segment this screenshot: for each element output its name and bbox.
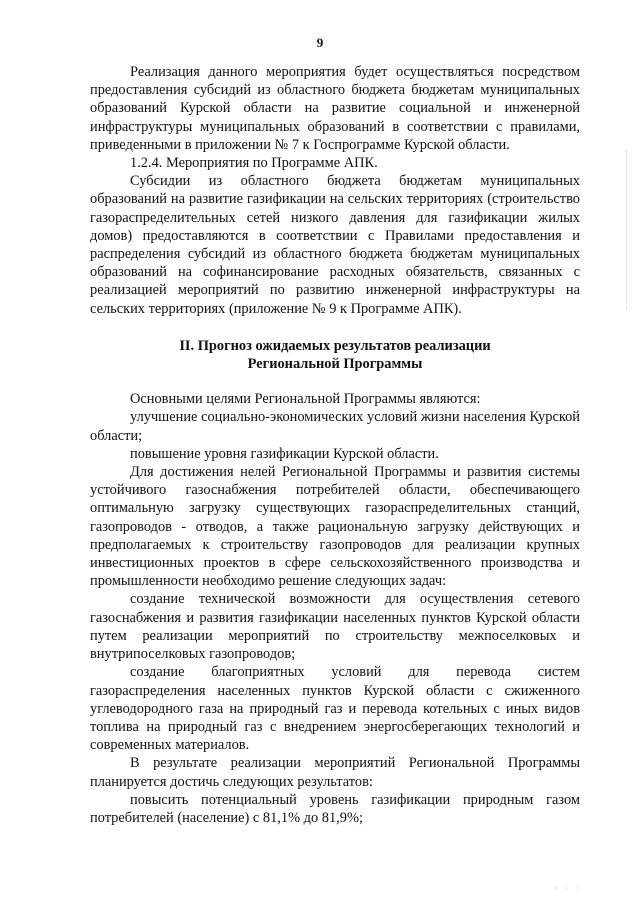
scan-margin-mark (626, 150, 633, 310)
paragraph: Реализация данного мероприятия будет осуществляться посредством предоставления субсидий из областного бюджета бюджетам муниципальных образований Курской области на развитие социальной и инженерной инфраструктуры муниципальных образований в соответствии с правилами, приведенными в приложении № 7 к Госпрограмме Курской области. (90, 64, 580, 153)
subsection-title: 1.2.4. Мероприятия по Программе АПК. (130, 155, 378, 172)
list-item: повысить потенциальный уровень газификации природным газом потребителей (население) с 81,1% до 81,9%; (90, 791, 580, 826)
paragraph: Для достижения нелей Региональной Программы и развития системы устойчивого газоснабжения потребителей области, обеспечивающего оптимальную загрузку существующих газораспределительных станций, газопроводов - отводов, а также рациональную загрузку действующих и предполагаемых к строительству газопроводов для реализации крупных инвестиционных проектов в сфере сельскохозяйственного производства и промышленности необходимо решение следующих задач: (90, 464, 580, 590)
list-item: повышение уровня газификации Курской области. (130, 445, 439, 462)
section-heading-line-1: II. Прогноз ожидаемых результатов реализации (179, 337, 491, 354)
paragraph: В результате реализации мероприятий Региональной Программы планируется достичь следующих результатов: (90, 755, 580, 790)
document-body (90, 63, 580, 827)
paragraph: Основными целями Региональной Программы являются: (130, 391, 481, 408)
paragraph: Субсидии из областного бюджета бюджетам муниципальных образований на развитие газификации на сельских территориях (строительство газораспределительных сетей низкого давления для газификации жилых домов) предоставляются в соответствии с Правилами предоставления и распределения субсидий из областного бюджета бюджетам муниципальных образований на софинансирование расходных обязательств, связанных с реализацией мероприятий по развитию инженерной инфраструктуры на сельских территориях (приложение № 9 к Программе АПК). (90, 173, 580, 317)
section-heading-line-2: Региональной Программы (247, 356, 423, 373)
page-number: 9 (316, 35, 324, 50)
scan-artifact-dots: · · · (555, 884, 582, 893)
list-item: создание благоприятных условий для перевода систем газораспределения населенных пунктов Курской области с сжиженного углеводородного газа на природный газ и перевода котельных с иных видов топлива на природный газ с внедрением энергосберегающих технологий и современных материалов. (90, 664, 580, 754)
list-item: улучшение социально-экономических условий жизни населения Курской области; (90, 409, 580, 444)
list-item: создание технической возможности для осуществления сетевого газоснабжения и развития газификации населенных пунктов Курской области путем реализации мероприятий по строительству межпоселковых и внутрипоселковых газопроводов; (90, 591, 580, 663)
